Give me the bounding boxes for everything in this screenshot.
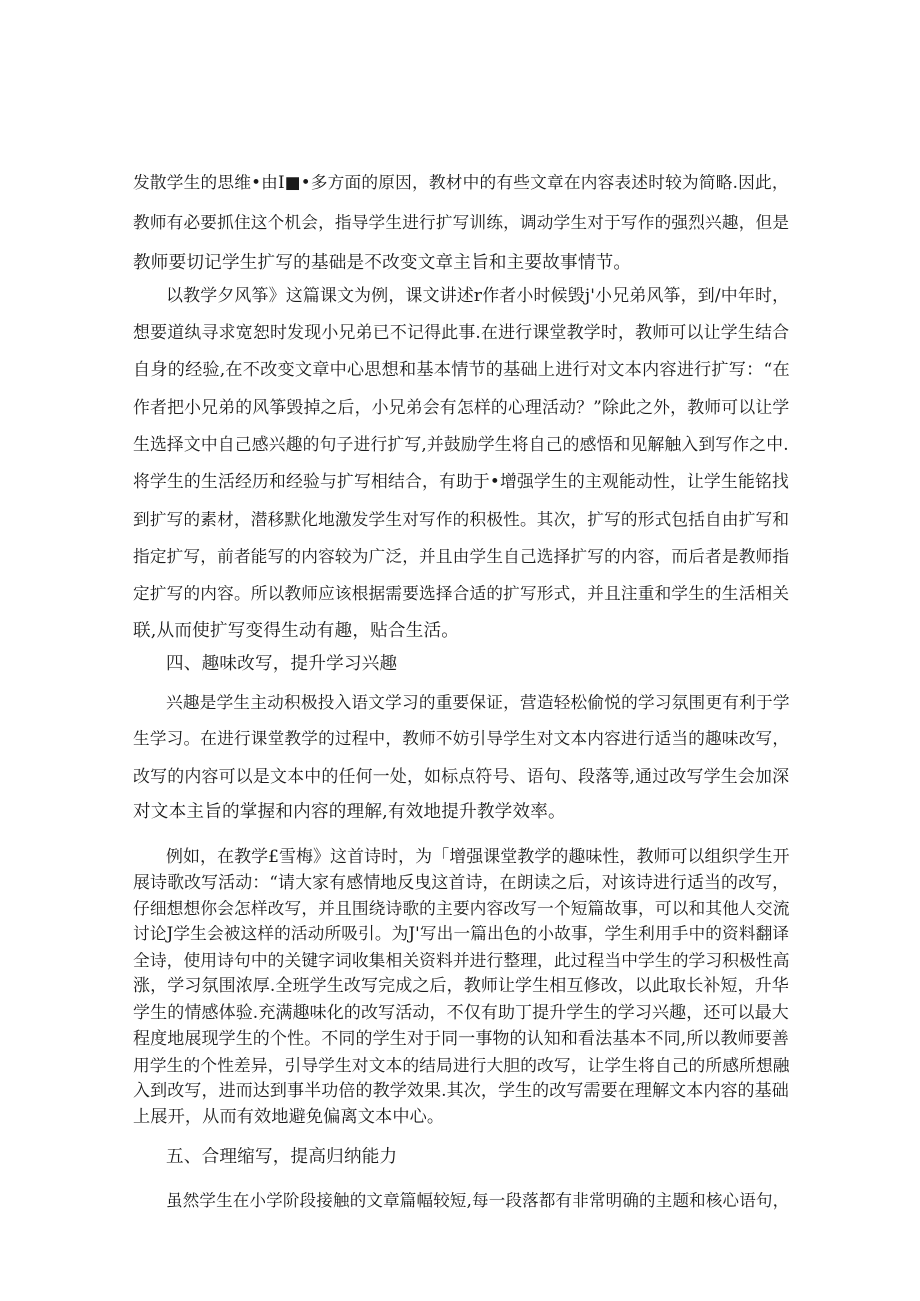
text-line: 指定扩写，前者能写的内容较为广泛，并且由学生自己选择扩写的内容，而后者是教师指 (133, 547, 790, 567)
text-line: 涨，学习氛围浓厚.全班学生改写完成之后，教师让学生相互修改，以此取长补短，升华 (133, 976, 789, 997)
text-line: 想要道纨寻求宽恕时发现小兄弟已不记得此事.在进行课堂教学时，教师可以让学生结合 (133, 322, 790, 343)
text-line: 将学生的生活经历和经验与扩写相结合，有助于•增强学生的主观能动性，让学生能铭找 (133, 471, 789, 492)
section-heading: 五、合理缩写，提高归纳能力 (166, 1147, 398, 1167)
text-line: 学生的情感体验.充满趣味化的改写活动，不仅有助丁提升学生的学习兴趣，还可以最大 (133, 1002, 789, 1023)
text-line: 全诗，使用诗句中的关键字词收集相关资料并进行整理，此过程当中学生的学习积极性高 (133, 950, 790, 971)
text-line: 发散学生的思维•由I■•多方面的原因，教材中的有些文章在内容表述时较为简略.因此， (133, 173, 789, 192)
text-line: 教师要切记学生扩写的基础是不改变文章主旨和主要故事情节。 (133, 253, 632, 273)
text-line: 例如，在教学£雪梅》这首诗时，为「增强课堂教学的趣味性，教师可以组织学生开 (166, 846, 790, 866)
section-heading: 四、趣味改写，提升学习兴趣 (166, 654, 398, 674)
paragraph-3 (133, 685, 789, 831)
text-line: 上展开，从而有效地避免偏离文本中心。 (133, 1106, 445, 1127)
text-line: 入到改写，进而达到事半功倍的教学效果.其次，学生的改写需要在理解文本内容的基础 (133, 1080, 789, 1101)
section-heading-4 (133, 646, 789, 683)
text-line: 生选择文中自己感兴趣的句子进行扩写,并鼓励学生将自己的感悟和见解触入到写作之中. (133, 434, 789, 455)
text-line: 联,从而使扩写变得生动有趣，贴合生活。 (133, 620, 460, 641)
text-line: 到扩写的素材，潜移默化地激发学生对写作的积极性。其次，扩写的形式包括自由扩写和 (133, 509, 790, 529)
paragraph-4 (133, 843, 789, 1130)
text-line: 自身的经验,在不改变文章中心思想和基本情节的基础上进行对文本内容进行扩写：“在 (133, 359, 790, 380)
section-heading-5 (133, 1137, 789, 1177)
text-line: 讨论J学生会被这样的活动所吸引。为J'写出一篇出色的小故事，学生利用手中的资料翻译 (133, 924, 790, 944)
paragraph-5 (133, 1181, 789, 1221)
text-line: 改写的内容可以是文本中的任何一处，如标点符号、语句、段落等,通过改写学生会加深 (133, 765, 790, 786)
text-line: 生学习。在进行课堂教学的过程中，教师不妨引导学生对文本内容进行适当的趣味改写， (133, 729, 790, 749)
text-line: 兴趣是学生主动积极投入语文学习的重要保证，营造轻松偷悦的学习氛围更有利于学 (166, 693, 790, 712)
text-line: 程度地展现学生的个性。不同的学生对于同一事物的认知和看法基本不同,所以教师要善 (133, 1028, 789, 1049)
text-line: 展诗歌改写活动：“请大家有感情地反曳这首诗，在朗读之后，对该诗进行适当的改写， (133, 872, 790, 893)
text-line: 用学生的个性差异，引导学生对文本的结局进行大胆的改写，让学生将自己的所感所想融 (133, 1054, 790, 1075)
paragraph-2 (133, 277, 789, 650)
text-line: 仔细想想你会怎样改写，并且围绕诗歌的主要内容改写一个短篇故事，可以和其他人交流 (133, 898, 790, 919)
paragraph-1 (133, 163, 789, 283)
text-line: 对文本主旨的掌握和内容的理解,有效地提升教学效率。 (133, 802, 566, 823)
text-line: 教师有必要抓住这个机会，指导学生进行扩写训练，调动学生对于写作的强烈兴趣，但是 (133, 213, 790, 232)
text-line: 定扩写的内容。所以教师应该根据需要选择合适的扩写形式，并且注重和学生的生活相关 (133, 584, 790, 604)
text-line: 以教学夕风筝》这篇课文为例，课文讲述r作者小时候毁j'小兄弟风筝，到/中年时， (166, 285, 790, 305)
text-line: 虽然学生在小学阶段接触的文章篇幅较短,每一段落都有非常明确的主题和核心语句， (166, 1191, 790, 1210)
text-line: 作者把小兄弟的风筝毁掉之后，小兄弟会有怎样的心理活动？”除此之外，教师可以让学 (133, 396, 790, 417)
